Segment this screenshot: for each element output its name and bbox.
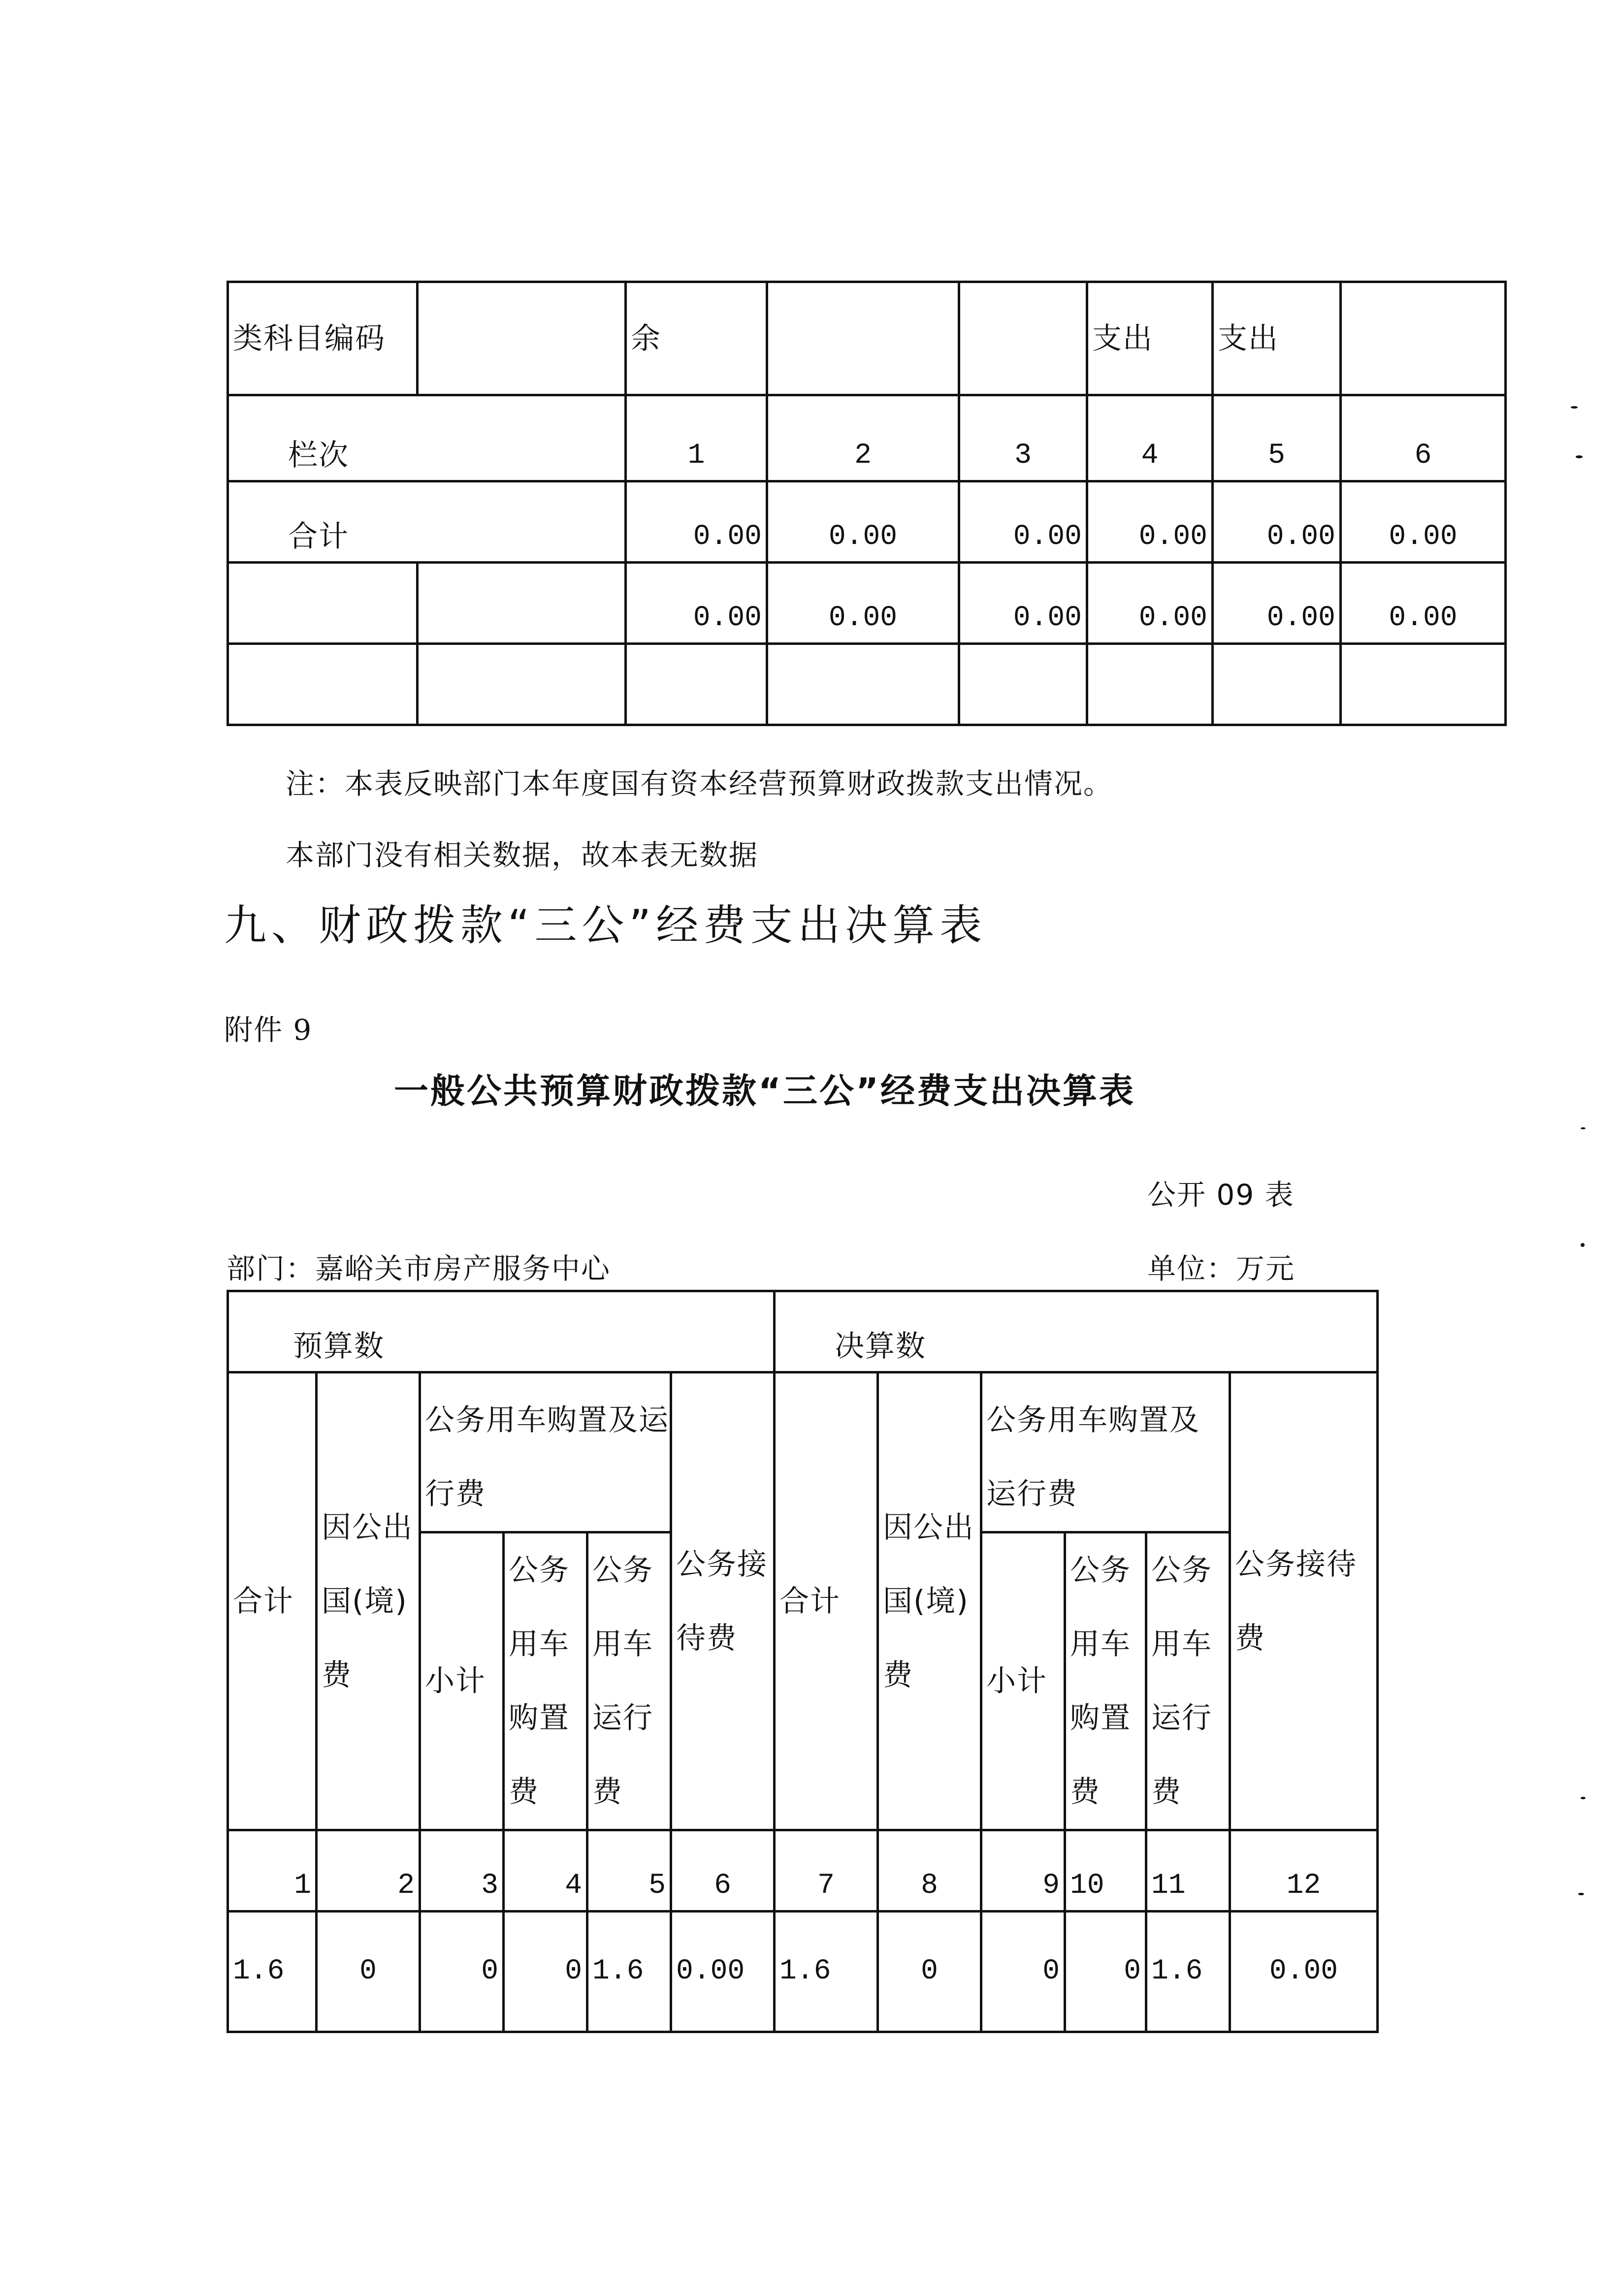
section-heading: 九、财政拨款“三公”经费支出决算表 (224, 901, 987, 950)
value-cell: 0 (504, 1912, 587, 2032)
scan-speck (1581, 1243, 1585, 1247)
budget-subtotal-header: 小计 (420, 1532, 504, 1830)
value-cell: 0.00 (671, 1912, 775, 2032)
column-index: 3 (420, 1830, 504, 1912)
column-index: 4 (1087, 395, 1213, 481)
empty-cell (959, 644, 1087, 725)
final-vehicle-operation-header: 公务用车运行费 (1146, 1532, 1230, 1830)
header-row (228, 282, 1506, 395)
empty-cell (228, 563, 418, 644)
scan-speck (1571, 406, 1578, 409)
final-vehicle-group-header: 公务用车购置及运行费 (981, 1372, 1230, 1532)
value-cell: 0 (317, 1912, 420, 2032)
value-cell: 0 (420, 1912, 504, 2032)
budget-total-header: 合计 (228, 1372, 317, 1830)
empty-cell (767, 644, 959, 725)
budget-vehicle-purchase-header: 公务用车购置费 (504, 1532, 587, 1830)
value-cell: 1.6 (1146, 1912, 1230, 2032)
scan-speck (1581, 1127, 1586, 1129)
final-subtotal-header: 小计 (981, 1532, 1065, 1830)
total-value: 0.00 (1087, 481, 1213, 563)
row-value: 0.00 (1341, 563, 1506, 644)
attachment-label: 附件 9 (224, 1013, 313, 1047)
column-index: 6 (1341, 395, 1506, 481)
value-cell: 1.6 (228, 1912, 317, 2032)
table-note: 注：本表反映部门本年度国有资本经营预算财政拨款支出情况。 (286, 767, 1113, 800)
final-overseas-header: 因公出国(境)费 (878, 1372, 981, 1830)
value-cell: 0.00 (1230, 1912, 1378, 2032)
final-vehicle-purchase-header: 公务用车购置费 (1065, 1532, 1146, 1830)
column-index: 11 (1146, 1830, 1230, 1912)
scan-speck (1578, 1893, 1584, 1895)
column-index-row (228, 395, 1506, 481)
total-row (228, 481, 1506, 563)
empty-cell (418, 644, 626, 725)
data-row (228, 563, 1506, 644)
value-cell: 1.6 (775, 1912, 878, 2032)
total-value: 0.00 (1213, 481, 1341, 563)
empty-cell (626, 644, 767, 725)
column-index: 3 (959, 395, 1087, 481)
scan-speck (1576, 455, 1583, 458)
values-row (228, 1912, 1378, 2032)
value-cell: 0 (1065, 1912, 1146, 2032)
header-cell (418, 282, 626, 395)
column-index: 10 (1065, 1830, 1146, 1912)
final-total-header: 合计 (775, 1372, 878, 1830)
department-label: 部门：嘉峪关市房产服务中心 (227, 1252, 611, 1285)
row-value: 0.00 (1087, 563, 1213, 644)
value-cell: 0 (878, 1912, 981, 2032)
budget-reception-header: 公务接待费 (671, 1372, 775, 1830)
three-public-expenses-table (227, 1290, 1379, 2033)
budget-vehicle-group-header: 公务用车购置及运行费 (420, 1372, 671, 1532)
table-title: 一般公共预算财政拨款“三公”经费支出决算表 (394, 1071, 1136, 1111)
column-index-label: 栏次 (228, 395, 626, 481)
total-value: 0.00 (959, 481, 1087, 563)
column-index: 2 (317, 1830, 420, 1912)
budget-overseas-header: 因公出国(境)费 (317, 1372, 420, 1830)
column-index: 2 (767, 395, 959, 481)
total-value: 0.00 (626, 481, 767, 563)
value-cell: 1.6 (587, 1912, 671, 2032)
header-cell: 支出 (1213, 282, 1341, 395)
empty-row (228, 644, 1506, 725)
no-data-note: 本部门没有相关数据，故本表无数据 (286, 838, 759, 872)
column-index: 5 (587, 1830, 671, 1912)
column-index: 4 (504, 1830, 587, 1912)
empty-cell (418, 563, 626, 644)
total-label: 合计 (228, 481, 626, 563)
column-index-row (228, 1830, 1378, 1912)
row-value: 0.00 (626, 563, 767, 644)
budget-vehicle-operation-header: 公务用车运行费 (587, 1532, 671, 1830)
final-group-header: 决算数 (775, 1291, 1378, 1372)
empty-cell (1087, 644, 1213, 725)
column-index: 1 (626, 395, 767, 481)
row-value: 0.00 (959, 563, 1087, 644)
column-index: 5 (1213, 395, 1341, 481)
final-reception-header: 公务接待费 (1230, 1372, 1378, 1830)
header-row-1 (228, 1372, 1378, 1532)
group-header-row (228, 1291, 1378, 1372)
total-value: 0.00 (767, 481, 959, 563)
row-value: 0.00 (767, 563, 959, 644)
column-index: 6 (671, 1830, 775, 1912)
header-cell: 支出 (1087, 282, 1213, 395)
header-cell (767, 282, 959, 395)
total-value: 0.00 (1341, 481, 1506, 563)
header-cell: 余 (626, 282, 767, 395)
header-cell (959, 282, 1087, 395)
header-cell (1341, 282, 1506, 395)
empty-cell (228, 644, 418, 725)
column-index: 8 (878, 1830, 981, 1912)
table-code: 公开 09 表 (1147, 1178, 1295, 1212)
column-index: 7 (775, 1830, 878, 1912)
empty-cell (1341, 644, 1506, 725)
row-value: 0.00 (1213, 563, 1341, 644)
column-index: 1 (228, 1830, 317, 1912)
scan-speck (1581, 1797, 1586, 1799)
budget-group-header: 预算数 (228, 1291, 775, 1372)
column-index: 9 (981, 1830, 1065, 1912)
column-index: 12 (1230, 1830, 1378, 1912)
value-cell: 0 (981, 1912, 1065, 2032)
unit-label: 单位：万元 (1147, 1252, 1296, 1285)
state-capital-expenditure-table (227, 281, 1507, 726)
empty-cell (1213, 644, 1341, 725)
header-cell: 类科目编码 (228, 282, 418, 395)
